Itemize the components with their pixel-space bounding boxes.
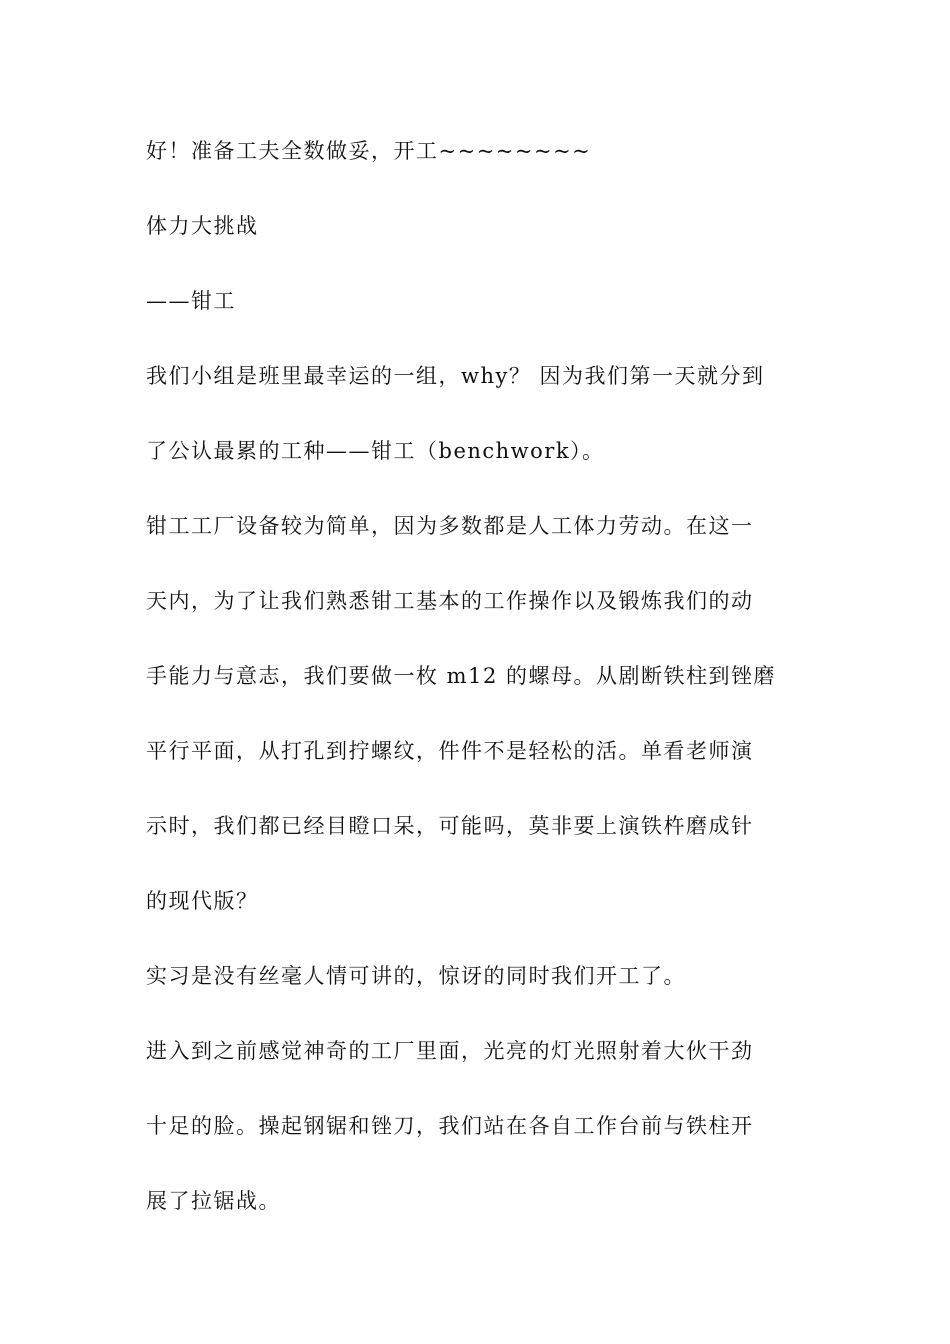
line-gap xyxy=(146,846,808,884)
text-line-11: 的现代版？ xyxy=(146,889,259,913)
text-line-4: 我们小组是班里最幸运的一组，why？ 因为我们第一天就分到 xyxy=(146,364,765,388)
line-gap xyxy=(146,996,808,1034)
text-line-13: 进入到之前感觉神奇的工厂里面，光亮的灯光照射着大伙干劲 xyxy=(146,1039,754,1063)
line-gap xyxy=(146,471,808,509)
document-body xyxy=(146,133,808,1221)
line-gap xyxy=(146,1071,808,1109)
text-line-10: 示时，我们都已经目瞪口呆，可能吗，莫非要上演铁杵磨成针 xyxy=(146,814,754,838)
line-gap xyxy=(146,771,808,809)
line-gap xyxy=(146,546,808,584)
section-subheading: ——钳工 xyxy=(146,289,236,313)
text-line-1: 好！准备工夫全数做妥，开工~~~~~~~~ xyxy=(146,139,592,163)
line-gap xyxy=(146,396,808,434)
text-line-8: 手能力与意志，我们要做一枚 m12 的螺母。从剧断铁柱到锉磨 xyxy=(146,664,776,688)
line-gap xyxy=(146,621,808,659)
section-heading: 体力大挑战 xyxy=(146,214,259,238)
line-gap xyxy=(146,246,808,284)
line-gap xyxy=(146,1146,808,1184)
text-line-6: 钳工工厂设备较为简单，因为多数都是人工体力劳动。在这一 xyxy=(146,514,754,538)
line-gap xyxy=(146,696,808,734)
line-gap xyxy=(146,321,808,359)
line-gap xyxy=(146,171,808,209)
text-line-7: 天内，为了让我们熟悉钳工基本的工作操作以及锻炼我们的动 xyxy=(146,589,754,613)
line-gap xyxy=(146,921,808,959)
text-line-9: 平行平面，从打孔到拧螺纹，件件不是轻松的活。单看老师演 xyxy=(146,739,754,763)
text-line-14: 十足的脸。操起钢锯和锉刀，我们站在各自工作台前与铁柱开 xyxy=(146,1114,754,1138)
text-line-12: 实习是没有丝毫人情可讲的，惊讶的同时我们开工了。 xyxy=(146,964,686,988)
text-line-15: 展了拉锯战。 xyxy=(146,1189,281,1213)
text-line-5: 了公认最累的工种——钳工（benchwork）。 xyxy=(146,439,605,463)
